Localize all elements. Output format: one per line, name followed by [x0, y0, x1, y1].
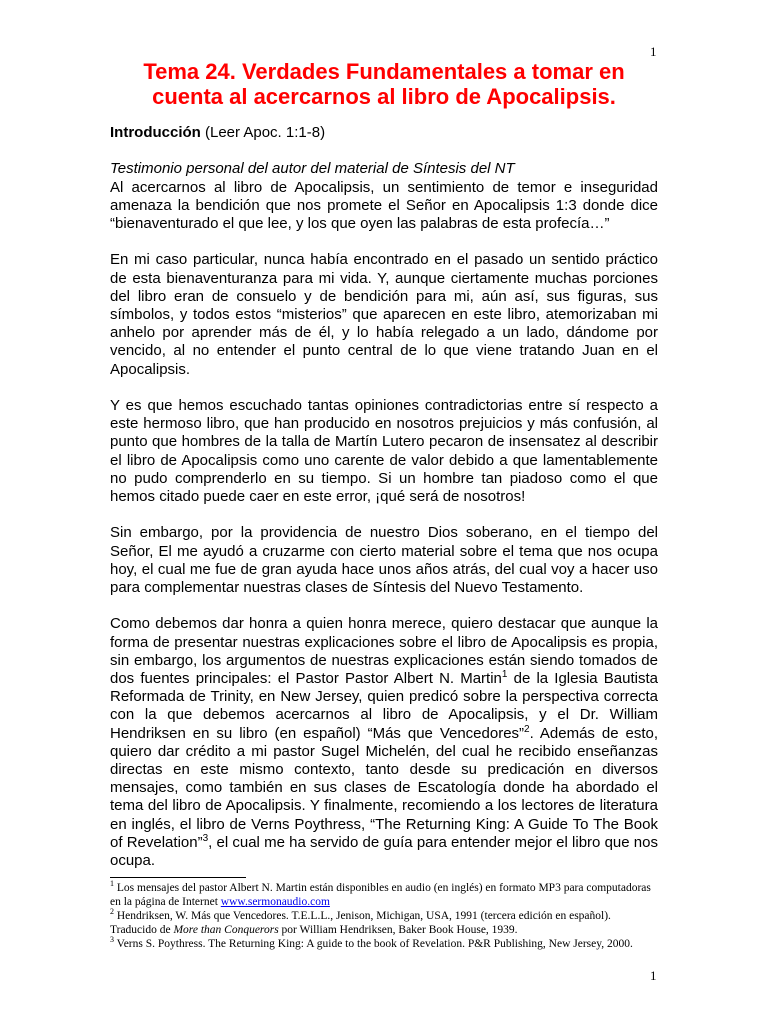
footnote-2-number: 2 [110, 907, 114, 917]
footnote-separator [110, 877, 246, 878]
spacer [110, 142, 658, 160]
paragraph-4: Sin embargo, por la providencia de nuestro Dios soberano, en el tiempo del Señor, El me ayudó a cruzarme con cierto material sobre el tema que nos ocupa hoy, el cual me fue de gran ayuda hace unos años atrás, del cual voy a hacer uso para complementar nuestras clases de Síntesis del Nuevo Testamento. [110, 524, 658, 597]
footnote-ref-1[interactable]: 1 [501, 669, 508, 681]
sermonaudio-link[interactable]: www.sermonaudio.com [220, 896, 330, 908]
footnote-2-text-b: por William Hendriksen, Baker Book House, 1939. [278, 924, 518, 936]
paragraph-5 [110, 615, 658, 870]
page-number-bottom: 1 [650, 968, 657, 983]
paragraph-5-part-a: Como debemos dar honra a quien honra merece, quiero destacar que aunque la forma de presentar nuestras explicaciones sobre el libro de Apocalipsis es propia, sin embargo, los argumentos de nuestras explicaciones están siendo tomados de dos fuentes principales: el Pastor Pastor Albert N. Martin [110, 615, 658, 688]
intro-heading: Introducción [110, 124, 201, 141]
paragraph-2: En mi caso particular, nunca había encontrado en el pasado un sentido práctico de esta bienaventuranza para mi vida. Y, aunque ciertamente muchas porciones del libro eran de consuelo y de bendición para mi, aún así, sus figuras, sus símbolos, y todos estos “misterios” que aparecen en este libro, atemorizaban mi anhelo por aprender más de él, y lo había relegado a un lado, dándome por vencido, al no entender el punto central de lo que viene tratando Juan en el Apocalipsis. [110, 251, 658, 378]
footnote-ref-3[interactable]: 3 [202, 832, 209, 844]
footnote-2 [110, 909, 658, 937]
footnote-3-text: Verns S. Poythress. The Returning King: A guide to the book of Revelation. P&R Publishing, New Jersey, 2000. [114, 938, 633, 950]
page-number-top: 1 [650, 44, 657, 59]
paragraph-3: Y es que hemos escuchado tantas opiniones contradictorias entre sí respecto a este hermoso libro, que han producido en nosotros prejuicios y más confusión, al punto que hombres de la talla de Martín Lutero pecaron de insensatez al describir el libro de Apocalipsis como uno carente de valor debido a que lamentablemente no pudo comprenderlo en su tiempo. Si un hombre tan piadoso como el que hemos citado puede caer en este error, ¡qué será de nosotros! [110, 397, 658, 506]
intro-reference: (Leer Apoc. 1:1-8) [200, 124, 326, 141]
footnote-1-number: 1 [110, 879, 114, 889]
paragraph-5-part-d: , el cual me ha servido de guía para entender mejor el libro que nos ocupa. [110, 833, 658, 870]
footnotes [110, 881, 658, 951]
document-title: Tema 24. Verdades Fundamentales a tomar en cuenta al acercarnos al libro de Apocalipsis. [143, 59, 625, 109]
footnote-2-italic-title: More than Conquerors [173, 924, 279, 936]
paragraph-1: Al acercarnos al libro de Apocalipsis, un sentimiento de temor e inseguridad amenaza la bendición que nos promete el Señor en Apocalipsis 1:3 donde dice “bienaventurado el que lee, y los que oyen las palabras de esta profecía…” [110, 178, 658, 232]
intro-line [110, 124, 658, 142]
paragraph-5-part-c: . Además de esto, quiero dar crédito a mi pastor Sugel Michelén, del cual he recibido enseñanzas directas en este mismo contexto, tanto desde su predicación en diversos mensajes, como también en sus clases de Escatología donde ha abordado el tema del libro de Apocalipsis. Y finalmente, recomiendo a los lectores de literatura en inglés, el libro de Verns Poythress, “The Returning King: A Guide To The Book of Revelation” [110, 724, 658, 851]
footnote-1 [110, 881, 658, 909]
footnote-3 [110, 937, 658, 951]
footnote-3-number: 3 [110, 935, 114, 945]
paragraph-5-part-b: de la Iglesia Bautista Reformada de Trinity, en New Jersey, quien predicó sobre la perspectiva correcta con la que debemos acercarnos al libro de Apocalipsis, y el Dr. William Hendriksen en su libro (en español) “Más que Vencedores” [110, 670, 658, 742]
footnote-ref-2[interactable]: 2 [524, 723, 530, 735]
document-body [110, 124, 658, 888]
section-subtitle: Testimonio personal del autor del material de Síntesis del NT [110, 160, 515, 178]
footnote-1-text: Los mensajes del pastor Albert N. Martin están disponibles en audio (en inglés) en formato MP3 para computadoras en la página de Internet [110, 882, 651, 908]
footnote-2-text-a: Hendriksen, W. Más que Vencedores. T.E.L.L., Jenison, Michigan, USA, 1991 (tercera edición en español). Traducido de [110, 910, 611, 936]
